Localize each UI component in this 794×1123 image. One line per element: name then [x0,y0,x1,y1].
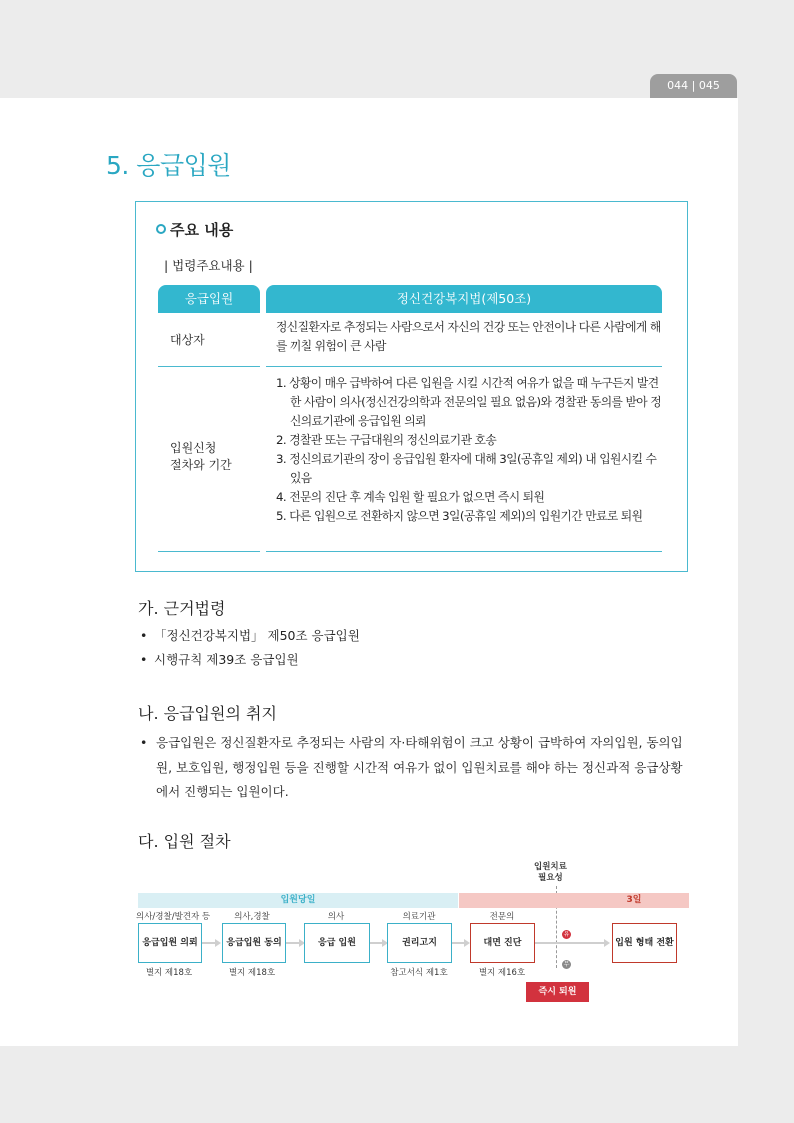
same-day-bar: 입원당일 [138,893,458,908]
arrow-icon [286,942,300,944]
divider [266,366,662,367]
summary-box [135,201,688,572]
divider [266,551,662,552]
form-label: 별지 제16호 [478,968,526,978]
section-heading-ga: 가. 근거법령 [138,599,226,618]
list-item: 5. 다른 입원으로 전환하지 않으면 3일(공휴일 제외)의 입원기간 만료로 퇴원 [276,509,643,523]
arrow-icon [452,942,465,944]
table-header-law: 정신건강복지법(제50조) [266,285,662,313]
arrow-icon [202,942,216,944]
summary-heading: 주요 내용 [156,219,233,240]
step-face-diagnosis: 대면 진단 [470,923,535,963]
list-item: • 「정신건강복지법」 제50조 응급입원 [140,628,360,643]
law-subheading: | 법령주요내용 | [164,258,253,273]
step-request: 응급입원 의뢰 [138,923,202,963]
step-emergency-admission: 응급 입원 [304,923,370,963]
step-type-conversion: 입원 형태 전환 [612,923,677,963]
bullet-list-ga [140,624,360,672]
purpose-paragraph: • 응급입원은 정신질환자로 추정되는 사람의 자·타해위험이 크고 상황이 급박하여 자의입원, 동의입원, 보호입원, 행정입원 등을 진행할 시간적 여유가 없이 입원치료를 해야 하는 정신과적 응급상황에서 진행되는 입원이다. [140,735,683,799]
no-mark: 무 [563,961,570,968]
need-label: 입원치료 필요성 [534,862,567,883]
divider [158,366,260,367]
procedure-list [276,374,668,526]
arrow-icon [370,942,383,944]
actor-label: 의사 [327,912,345,922]
section-heading-da: 다. 입원 절차 [138,832,231,851]
arrow-icon [535,942,605,944]
actor-label: 의료기관 [402,912,436,922]
form-label: 참고서식 제1호 [390,968,448,978]
list-item: 2. 경찰관 또는 구급대원의 정신의료기관 호송 [276,433,497,447]
page-title: 5. 응급입원 [106,151,231,180]
list-item: • 시행규칙 제39조 응급입원 [140,652,299,667]
step-consent: 응급입원 동의 [222,923,286,963]
row-label-target: 대상자 [170,333,205,347]
section-heading-na: 나. 응급입원의 취지 [138,704,277,723]
row-text-target: 정신질환자로 추정되는 사람으로서 자신의 건강 또는 안전이나 다른 사람에게 해를 끼칠 위험이 큰 사람 [276,320,661,353]
discharge-box: 즉시 퇴원 [526,982,589,1002]
three-day-bar: 3일 [459,893,689,908]
form-label: 별지 제18호 [228,968,276,978]
divider [158,551,260,552]
table-header-type: 응급입원 [158,285,260,313]
list-item: 3. 정신의료기관의 장이 응급입원 환자에 대해 3일(공휴일 제외) 내 입원시킬 수 있음 [276,452,657,485]
form-label: 별지 제18호 [145,968,193,978]
circle-bullet-icon [156,224,166,234]
row-label-procedure: 입원신청 절차와 기간 [170,441,232,472]
list-item: 1. 상황이 매우 급박하여 다른 입원을 시킬 시간적 여유가 없을 때 누구든지 발견한 사람이 의사(정신건강의학과 전문의일 필요 없음)와 경찰관 동의를 받아 정신의료기관에 응급입원 의뢰 [276,376,662,428]
actor-label: 의사,경찰 [234,912,270,922]
actor-label: 의사/경찰/발견자 등 [136,912,211,922]
step-rights-notice: 권리고지 [387,923,452,963]
list-item: 4. 전문의 진단 후 계속 입원 할 필요가 없으면 즉시 퇴원 [276,490,545,504]
admission-flowchart [136,856,692,1006]
actor-label: 전문의 [489,912,515,922]
page-number-tab: 044 | 045 [650,74,737,98]
yes-mark: 유 [563,931,570,938]
